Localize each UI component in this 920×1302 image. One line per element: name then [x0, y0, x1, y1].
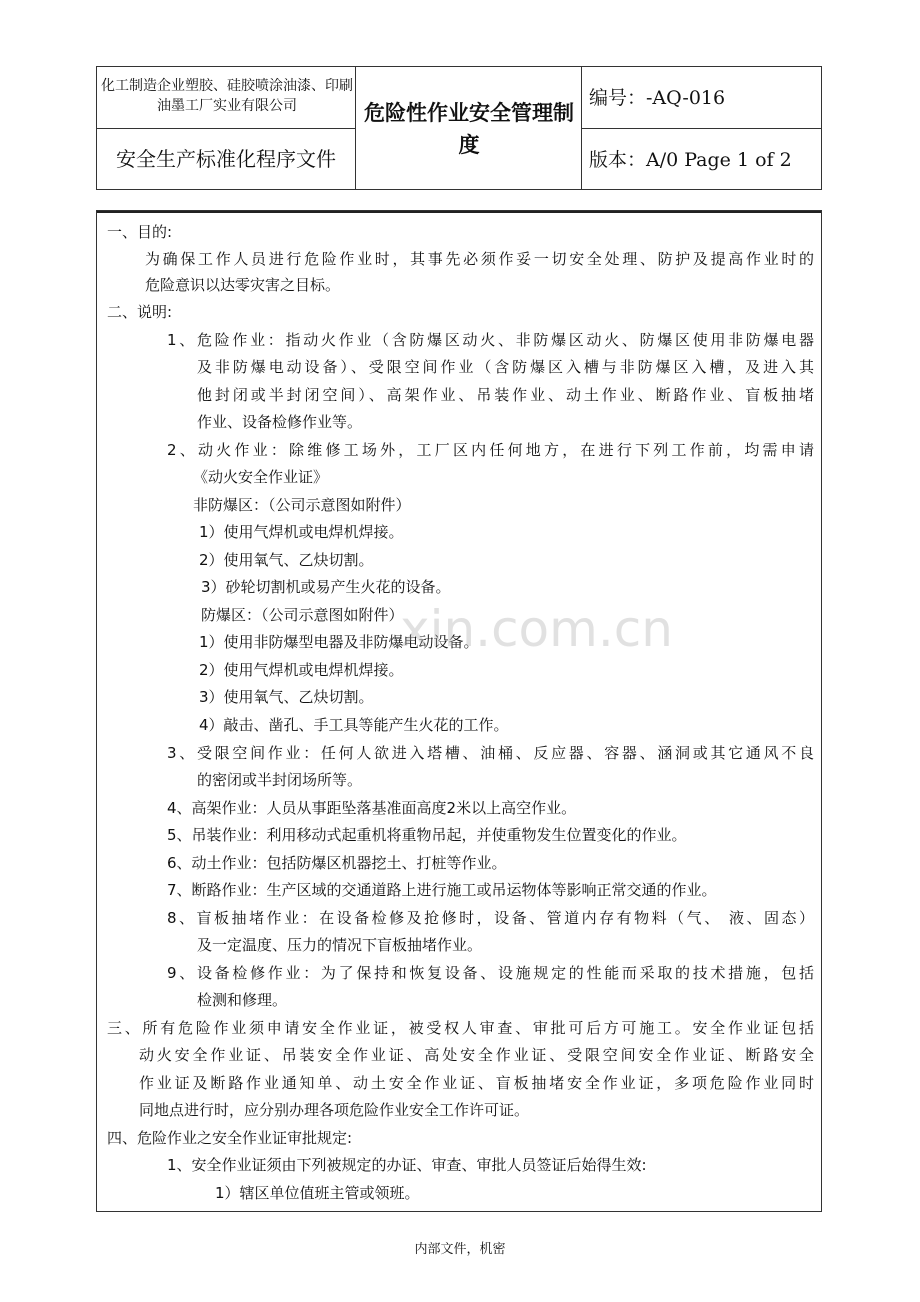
sub-heading: 防爆区：（公司示意图如附件）: [201, 606, 404, 624]
document-body: [96, 210, 822, 1212]
list-item-cont: 他封闭或半封闭空间）、高架作业、吊装作业、动土作业、断路作业、盲板抽堵: [197, 386, 814, 404]
document-title: 危险性作业安全管理制度: [364, 101, 574, 157]
company-name: 化工制造企业塑胶、硅胶喷涂油漆、印刷油墨工厂实业有限公司: [101, 78, 353, 114]
sub-item: 1）使用气焊机或电焊机焊接。: [199, 523, 404, 541]
sub-item: 2）使用氧气、乙炔切割。: [199, 551, 374, 569]
section-heading: 三、所有危险作业须申请安全作业证，被受权人审查、审批可后方可施工。安全作业证包括: [107, 1019, 814, 1037]
list-item-cont: 及非防爆电动设备）、受限空间作业（含防爆区入槽与非防爆区入槽，及进入其: [197, 358, 814, 376]
paragraph-line: 为确保工作人员进行危险作业时，其事先必须作妥一切安全处理、防护及提高作业时的: [145, 250, 814, 268]
sub-item: 3）使用氧气、乙炔切割。: [199, 688, 374, 706]
version-page: 版本：A/0 Page 1 of 2: [589, 149, 792, 171]
page-footer: 内部文件，机密: [414, 1242, 506, 1257]
list-item: 7、断路作业：生产区域的交通道路上进行施工或吊运物体等影响正常交通的作业。: [167, 881, 717, 899]
list-item: 1、危险作业：指动火作业（含防爆区动火、非防爆区动火、防爆区使用非防爆电器: [167, 331, 814, 349]
sub-item: 1）使用非防爆型电器及非防爆电动设备。: [199, 633, 479, 651]
paragraph-line: 作业证及断路作业通知单、动土安全作业证、盲板抽堵安全作业证，多项危险作业同时: [139, 1074, 814, 1092]
sub-item: 3）砂轮切割机或易产生火花的设备。: [201, 578, 451, 596]
sub-item: 1）辖区单位值班主管或领班。: [215, 1184, 420, 1202]
section-heading: 四、危险作业之安全作业证审批规定:: [107, 1129, 353, 1147]
header-divider: [355, 67, 356, 189]
watermark: xin.com.cn: [400, 600, 673, 658]
section-heading: 一、目的:: [107, 223, 173, 241]
list-item-cont: 作业、设备检修作业等。: [197, 413, 363, 431]
sub-item: 2）使用气焊机或电焊机焊接。: [199, 661, 404, 679]
section-heading: 二、说明:: [107, 303, 173, 321]
list-item: 4、高架作业：人员从事距坠落基准面高度2米以上高空作业。: [167, 799, 577, 817]
list-item-cont: 《动火安全作业证》: [193, 468, 329, 486]
list-item-cont: 及一定温度、压力的情况下盲板抽堵作业。: [197, 936, 483, 954]
document-number: 编号：-AQ-016: [589, 87, 726, 109]
list-item: 3、受限空间作业：任何人欲进入塔槽、油桶、反应器、容器、涵洞或其它通风不良: [167, 744, 814, 762]
paragraph-line: 同地点进行时，应分别办理各项危险作业安全工作许可证。: [139, 1101, 530, 1119]
document-header: [96, 66, 822, 190]
list-item-cont: 的密闭或半封闭场所等。: [197, 771, 363, 789]
list-item: 9、设备检修作业：为了保持和恢复设备、设施规定的性能而采取的技术措施，包括: [167, 964, 814, 982]
list-item: 1、安全作业证须由下列被规定的办证、审查、审批人员签证后始得生效:: [167, 1156, 647, 1174]
header-divider: [581, 128, 821, 129]
list-item: 5、吊装作业：利用移动式起重机将重物吊起，并使重物发生位置变化的作业。: [167, 826, 687, 844]
list-item: 8、盲板抽堵作业：在设备检修及抢修时，设备、管道内存有物料（气、 液、固态）: [167, 909, 814, 927]
paragraph-line: 动火安全作业证、吊装安全作业证、高处安全作业证、受限空间安全作业证、断路安全: [139, 1046, 814, 1064]
body-top-rule: [97, 211, 821, 213]
sub-item: 4）敲击、凿孔、手工具等能产生火花的工作。: [199, 716, 509, 734]
list-item: 2、动火作业：除维修工场外，工厂区内任何地方，在进行下列工作前，均需申请: [167, 441, 814, 459]
list-item-cont: 检测和修理。: [197, 991, 288, 1009]
document-type: 安全生产标准化程序文件: [116, 147, 336, 171]
paragraph-line: 危险意识以达零灾害之目标。: [145, 276, 341, 294]
list-item: 6、动土作业：包括防爆区机器挖土、打桩等作业。: [167, 854, 507, 872]
sub-heading: 非防爆区：（公司示意图如附件）: [193, 496, 411, 514]
